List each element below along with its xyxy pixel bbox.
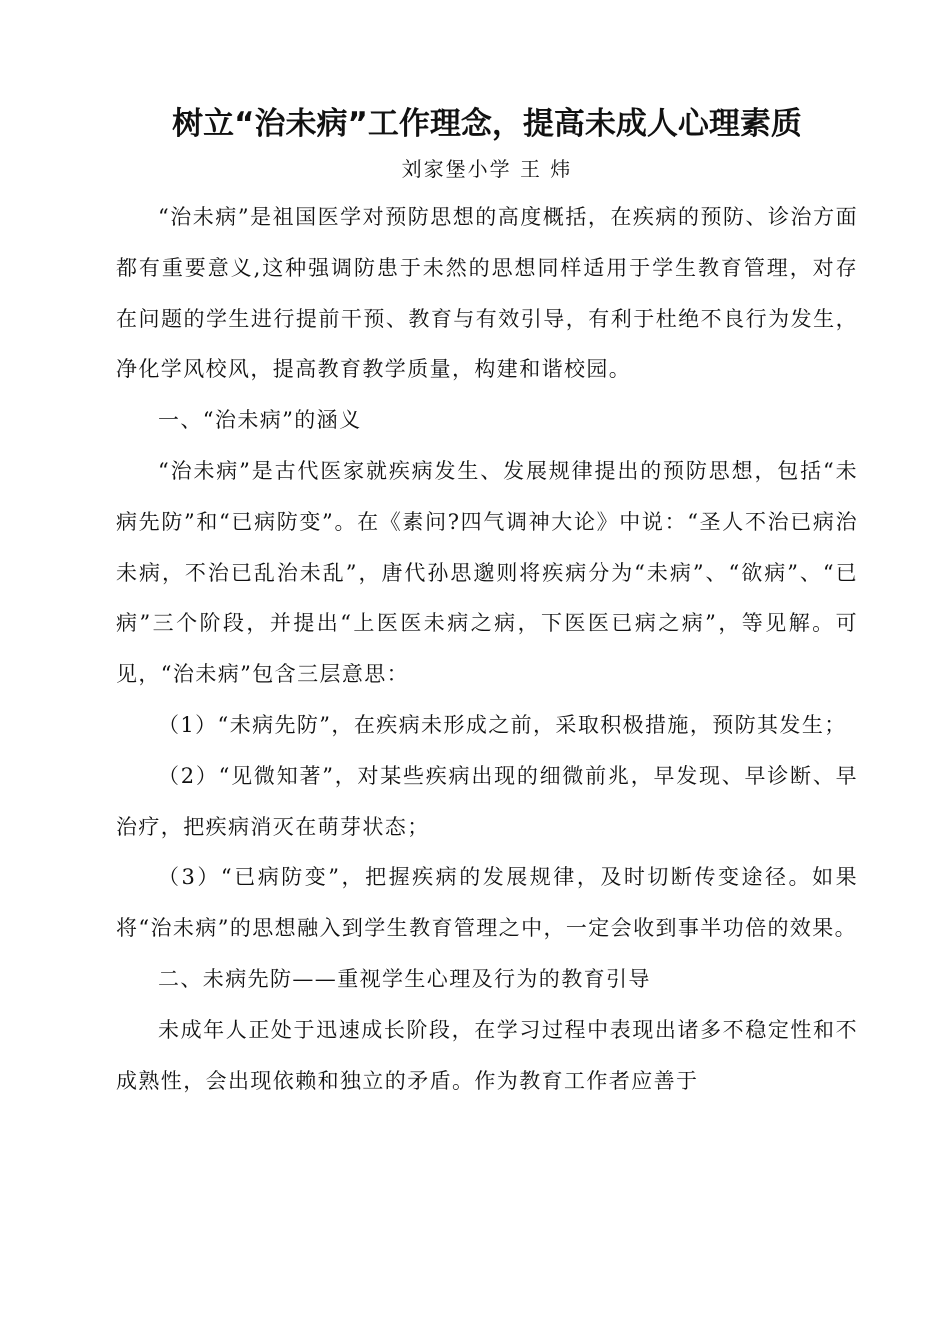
list-item-2: （2）“见微知著”，对某些疾病出现的细微前兆，早发现、早诊断、早治疗，把疾病消灭在萌芽状态；: [116, 763, 858, 839]
paragraph-section-2: 未成年人正处于迅速成长阶段，在学习过程中表现出诸多不稳定性和不成熟性，会出现依赖和独立的矛盾。作为教育工作者应善于: [116, 1017, 858, 1093]
section-heading-2: 二、未病先防——重视学生心理及行为的教育引导: [158, 966, 651, 991]
list-item-1: （1）“未病先防”，在疾病未形成之前，采取积极措施，预防其发生；: [158, 712, 847, 737]
document-title: 树立“治未病”工作理念，提高未成人心理素质: [172, 106, 802, 142]
paragraph-definition: “治未病”是古代医家就疾病发生、发展规律提出的预防思想，包括“未病先防”和“已病防变”。在《素问?四气调神大论》中说：“圣人不治已病治未病，不治已乱治未乱”，唐代孙思邈则将疾病分为“未病”、“欲病”、“已病”三个阶段，并提出“上医医未病之病，下医医已病之病”，等见解。可见，“治未病”包含三层意思：: [116, 458, 858, 687]
paragraph-intro: “治未病”是祖国医学对预防思想的高度概括，在疾病的预防、诊治方面都有重要意义,这种强调防患于未然的思想同样适用于学生教育管理，对存在问题的学生进行提前干预、教育与有效引导，有利于杜绝不良行为发生，净化学风校风，提高教育教学质量，构建和谐校园。: [116, 205, 858, 382]
list-item-3: （3）“已病防变”，把握疾病的发展规律，及时切断传变途径。如果将“治未病”的思想融入到学生教育管理之中，一定会收到事半功倍的效果。: [116, 865, 858, 941]
section-heading-1: 一、“治未病”的涵义: [158, 408, 362, 433]
document-author: 刘家堡小学 王 炜: [401, 157, 573, 181]
